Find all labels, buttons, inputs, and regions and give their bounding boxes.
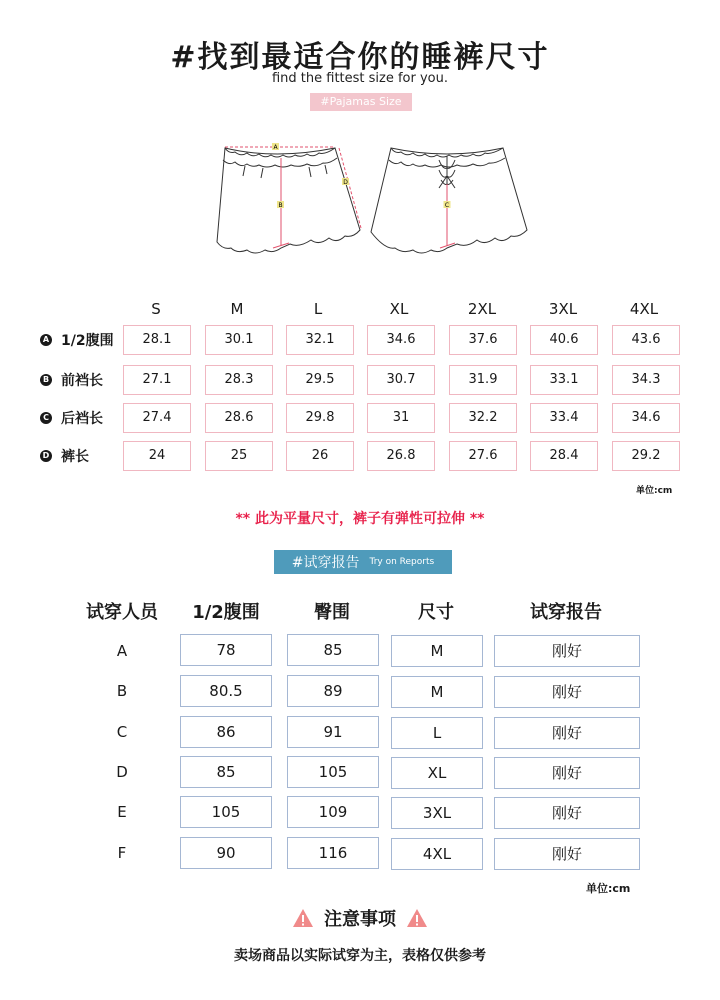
report-result-cell: 刚好 (494, 797, 640, 829)
report-result-cell: 刚好 (494, 717, 640, 749)
shorts-back-drawing (371, 148, 527, 253)
size-cell: 29.5 (286, 365, 354, 395)
report-result-cell: 刚好 (494, 838, 640, 870)
size-cell: 29.2 (612, 441, 680, 471)
report-hip-cell: 85 (287, 634, 379, 666)
size-header: 3XL (548, 300, 578, 318)
size-cell: 37.6 (449, 325, 517, 355)
size-cell: 29.8 (286, 403, 354, 433)
report-hip-cell: 109 (287, 796, 379, 828)
size-cell: 34.6 (612, 403, 680, 433)
report-waist-cell: 78 (180, 634, 272, 666)
report-size-cell: 3XL (391, 797, 483, 829)
size-cell: 28.4 (530, 441, 598, 471)
row-label-text: 1/2腹围 (61, 333, 114, 349)
report-header-result: 试穿报告 (530, 602, 602, 623)
size-cell: 34.3 (612, 365, 680, 395)
report-size-cell: 4XL (391, 838, 483, 870)
row-label-front-rise (40, 365, 103, 395)
size-cell: 33.1 (530, 365, 598, 395)
report-size-cell: L (391, 717, 483, 749)
size-cell: 34.6 (367, 325, 435, 355)
report-header-size: 尺寸 (418, 602, 454, 623)
size-unit-label: 单位:cm (636, 486, 673, 496)
marker-c-label: C (444, 202, 450, 209)
report-hip-cell: 91 (287, 716, 379, 748)
measure-lines (225, 147, 361, 248)
report-header-person: 试穿人员 (86, 602, 158, 623)
report-size-cell: XL (391, 757, 483, 789)
size-header: 2XL (467, 300, 497, 318)
report-person: B (116, 682, 128, 700)
report-person: C (116, 723, 128, 741)
size-cell: 31.9 (449, 365, 517, 395)
size-header: XL (389, 300, 409, 318)
report-result-cell: 刚好 (494, 757, 640, 789)
size-cell: 26.8 (367, 441, 435, 471)
size-cell: 27.1 (123, 365, 191, 395)
size-cell: 32.1 (286, 325, 354, 355)
size-cell: 24 (123, 441, 191, 471)
size-cell: 40.6 (530, 325, 598, 355)
size-header: L (313, 300, 323, 318)
page-title: #找到最适合你的睡裤尺寸 (170, 40, 550, 75)
report-title-cn: #试穿报告 (291, 555, 360, 571)
stretch-note: ** 此为平量尺寸，裤子有弹性可拉伸 ** (235, 511, 485, 527)
footer-disclaimer: 卖场商品以实际试穿为主，表格仅供参考 (234, 948, 486, 964)
shorts-diagram (215, 140, 535, 270)
report-waist-cell: 85 (180, 756, 272, 788)
shorts-front-drawing (217, 148, 360, 253)
size-cell: 30.7 (367, 365, 435, 395)
report-waist-cell: 80.5 (180, 675, 272, 707)
report-header-hip: 臀围 (314, 602, 350, 623)
row-label-text: 裤长 (61, 449, 89, 465)
report-size-cell: M (391, 676, 483, 708)
marker-b-badge: B (40, 374, 52, 386)
report-unit-label: 单位:cm (586, 882, 631, 895)
report-waist-cell: 105 (180, 796, 272, 828)
size-cell: 30.1 (205, 325, 273, 355)
row-label-text: 后裆长 (61, 411, 103, 427)
marker-d-label: D (343, 179, 348, 186)
report-person: A (116, 642, 128, 660)
size-header: 4XL (629, 300, 659, 318)
marker-a-label: A (273, 144, 278, 151)
size-cell: 32.2 (449, 403, 517, 433)
report-title-en: Try on Reports (369, 557, 435, 567)
row-label-waist (40, 325, 114, 355)
marker-c-badge: C (40, 412, 52, 424)
report-person: E (117, 803, 127, 821)
size-header: M (230, 300, 244, 318)
report-result-cell: 刚好 (494, 635, 640, 667)
report-hip-cell: 116 (287, 837, 379, 869)
report-hip-cell: 105 (287, 756, 379, 788)
report-waist-cell: 86 (180, 716, 272, 748)
size-cell: 28.1 (123, 325, 191, 355)
page-subtitle: find the fittest size for you. (271, 71, 449, 86)
size-cell: 31 (367, 403, 435, 433)
warning-icon (292, 908, 314, 928)
try-on-report-tag (274, 550, 452, 574)
size-cell: 28.3 (205, 365, 273, 395)
report-size-cell: M (391, 635, 483, 667)
marker-a-badge: A (40, 334, 52, 346)
pajamas-size-tag: #Pajamas Size (310, 93, 412, 111)
report-person: F (117, 844, 127, 862)
warning-icon (406, 908, 428, 928)
size-cell: 33.4 (530, 403, 598, 433)
size-cell: 27.6 (449, 441, 517, 471)
row-label-text: 前裆长 (61, 373, 103, 389)
marker-b-label: B (278, 202, 283, 209)
row-label-back-rise (40, 403, 103, 433)
attention-heading (0, 905, 720, 931)
size-cell: 43.6 (612, 325, 680, 355)
row-label-length (40, 441, 89, 471)
size-header: S (151, 300, 161, 318)
size-cell: 25 (205, 441, 273, 471)
report-hip-cell: 89 (287, 675, 379, 707)
report-waist-cell: 90 (180, 837, 272, 869)
report-header-waist: 1/2腹围 (192, 602, 260, 623)
size-cell: 27.4 (123, 403, 191, 433)
report-person: D (116, 763, 128, 781)
marker-d-badge: D (40, 450, 52, 462)
size-cell: 28.6 (205, 403, 273, 433)
report-result-cell: 刚好 (494, 676, 640, 708)
attention-text: 注意事项 (324, 909, 396, 930)
size-cell: 26 (286, 441, 354, 471)
